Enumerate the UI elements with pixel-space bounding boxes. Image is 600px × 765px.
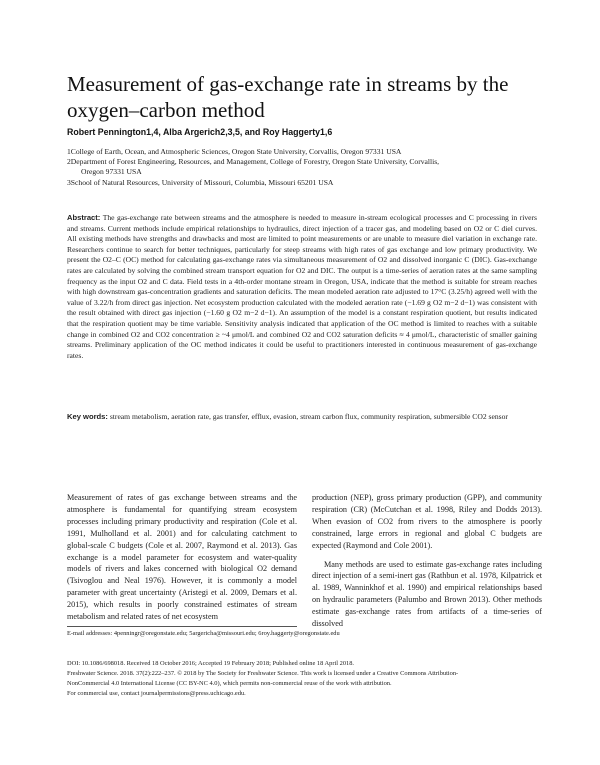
article-title: Measurement of gas-exchange rate in streams by the oxygen–carbon method: [67, 72, 509, 122]
keywords: [67, 412, 537, 423]
abstract-text: The gas-exchange rate between streams and the atmosphere is needed to measure in-stream ecological processes and C processing in rivers and streams. Current methods include empirical relationships to hydraulics, direct injection of a tracer gas, and modeling based on O2 or C diel curves. All existing methods have strengths and drawbacks and most are limited to point measurements or are unable to measure diel variation in exchange rate. Researchers continue to search for better techniques, particularly for steep streams with high rates of gas exchange and low primary productivity. We present the O2–C (OC) method for calculating gas-exchange rates via simultaneous measurement of O2 and dissolved inorganic C (DIC). Gas-exchange rates are calculated by solving the combined stream transport equation for O2 and DIC. The output is a time-series of aeration rates at the same sampling frequency as the input O2 and C data. Field tests in a 4th-order montane stream in Oregon, USA, indicate that the method is suitable for stream reaches with high downstream gas-concentration gradients and saturation deficits. The mean modeled aeration rate adjusted to 17°C (3.25/h) agreed well with the value of 3.22/h from direct gas injection. Net ecosystem production calculated with the modeled aeration rate (−1.69 g O2 m−2 d−1) was consistent with the result obtained with direct gas injection (−1.60 g O2 m−2 d−1). An assumption of the model is a constant respiration quotient, but results indicated that the respiration quotient may be time variable. Sensitivity analysis indicated that application of the OC method is limited to reaches with a suitable change in combined O2 and CO2 concentration ≥ ~4 μmol/L and combined O2 and CO2 saturation deficits ≈ 4 μmol/L, characteristic of smaller gaining streams. Preliminary application of the OC method indicates it could be useful to practitioners interested in continuous measurement of gas-exchange rates.: [67, 213, 537, 360]
author-list: Robert Pennington1,4, Alba Argerich2,3,5, and Roy Haggerty1,6: [67, 127, 333, 137]
doi-line: DOI: 10.1086/698018. Received 18 October 2016; Accepted 19 February 2018; Published online 18 April 2018.: [67, 660, 355, 667]
permissions-line: For commercial use, contact journalpermissions@press.uchicago.edu.: [67, 690, 246, 698]
affiliations: [67, 147, 537, 188]
citation-line: Freshwater Science. 2018. 37(2):222–237. © 2018 by The Society for Freshwater Science. This work is licensed under a Creative Commons Attribution-: [67, 670, 459, 678]
affiliation-2-continued: Oregon 97331 USA: [81, 167, 142, 177]
keywords-text: stream metabolism, aeration rate, gas transfer, efflux, evasion, stream carbon flux, community respiration, submersible CO2 sensor: [109, 412, 508, 421]
keywords-label: Key words:: [67, 412, 108, 421]
abstract-label: Abstract:: [67, 213, 101, 222]
affiliation-1: 1College of Earth, Ocean, and Atmospheric Sciences, Oregon State University, Corvallis, Oregon 97331 USA: [67, 147, 402, 156]
license-line: NonCommercial 4.0 International License (CC BY-NC 4.0), which permits non-commercial reuse of the work with attribution.: [67, 680, 392, 688]
body-paragraph: production (NEP), gross primary production (GPP), and community respiration (CR) (McCutchan et al. 1998, Riley and Dodds 2013). When evasion of CO2 from rivers to the atmosphere is poorly constrained, large errors in regional and global C budgets are expected (Raymond and Cole 2001).: [312, 493, 542, 550]
body-paragraph: Many methods are used to estimate gas-exchange rates including direct injection of a semi-inert gas (Rathbun et al. 1978, Kilpatrick et al. 1989, Wanninkhof et al. 1990) and empirical relationships based on hydraulic parameters (Palumbo and Brown 2013). Other methods estimate gas-exchange rates from artifacts of a time-series of dissolved: [312, 559, 542, 629]
footnote-divider: [67, 626, 297, 627]
affiliation-2: 2Department of Forest Engineering, Resources, and Management, College of Forestry, Oregon State University, Corvallis,: [67, 157, 440, 167]
abstract: [67, 213, 537, 361]
affiliation-3: 3School of Natural Resources, University of Missouri, Columbia, Missouri 65201 USA: [67, 177, 334, 187]
body-column-right: [312, 492, 542, 630]
publication-footer: [67, 659, 537, 699]
body-paragraph: Measurement of rates of gas exchange between streams and the atmosphere is fundamental for quantifying stream ecosystem processes including primary productivity and respiration (Cole et al. 1991, Mulholland et al. 2001) and for calculating catchment to global-scale C budgets (Cole et al. 2007, Raymond et al. 2013). Gas exchange is a model parameter for ecosystem and water-quality models of rivers and lakes concerned with biological O2 demand (Tsivoglou and Neal 1976). However, it is commonly a model parameter with great uncertainty (Aristegi et al. 2009, Demars et al. 2015), which results in poorly constrained estimates of stream metabolism and related rates of net ecosystem: [67, 493, 297, 622]
body-column-left: [67, 492, 297, 623]
email-addresses: E-mail addresses: 4penningr@oregonstate.edu; 5argericha@missouri.edu; 6roy.haggerty@oregonstate.edu: [67, 630, 340, 637]
